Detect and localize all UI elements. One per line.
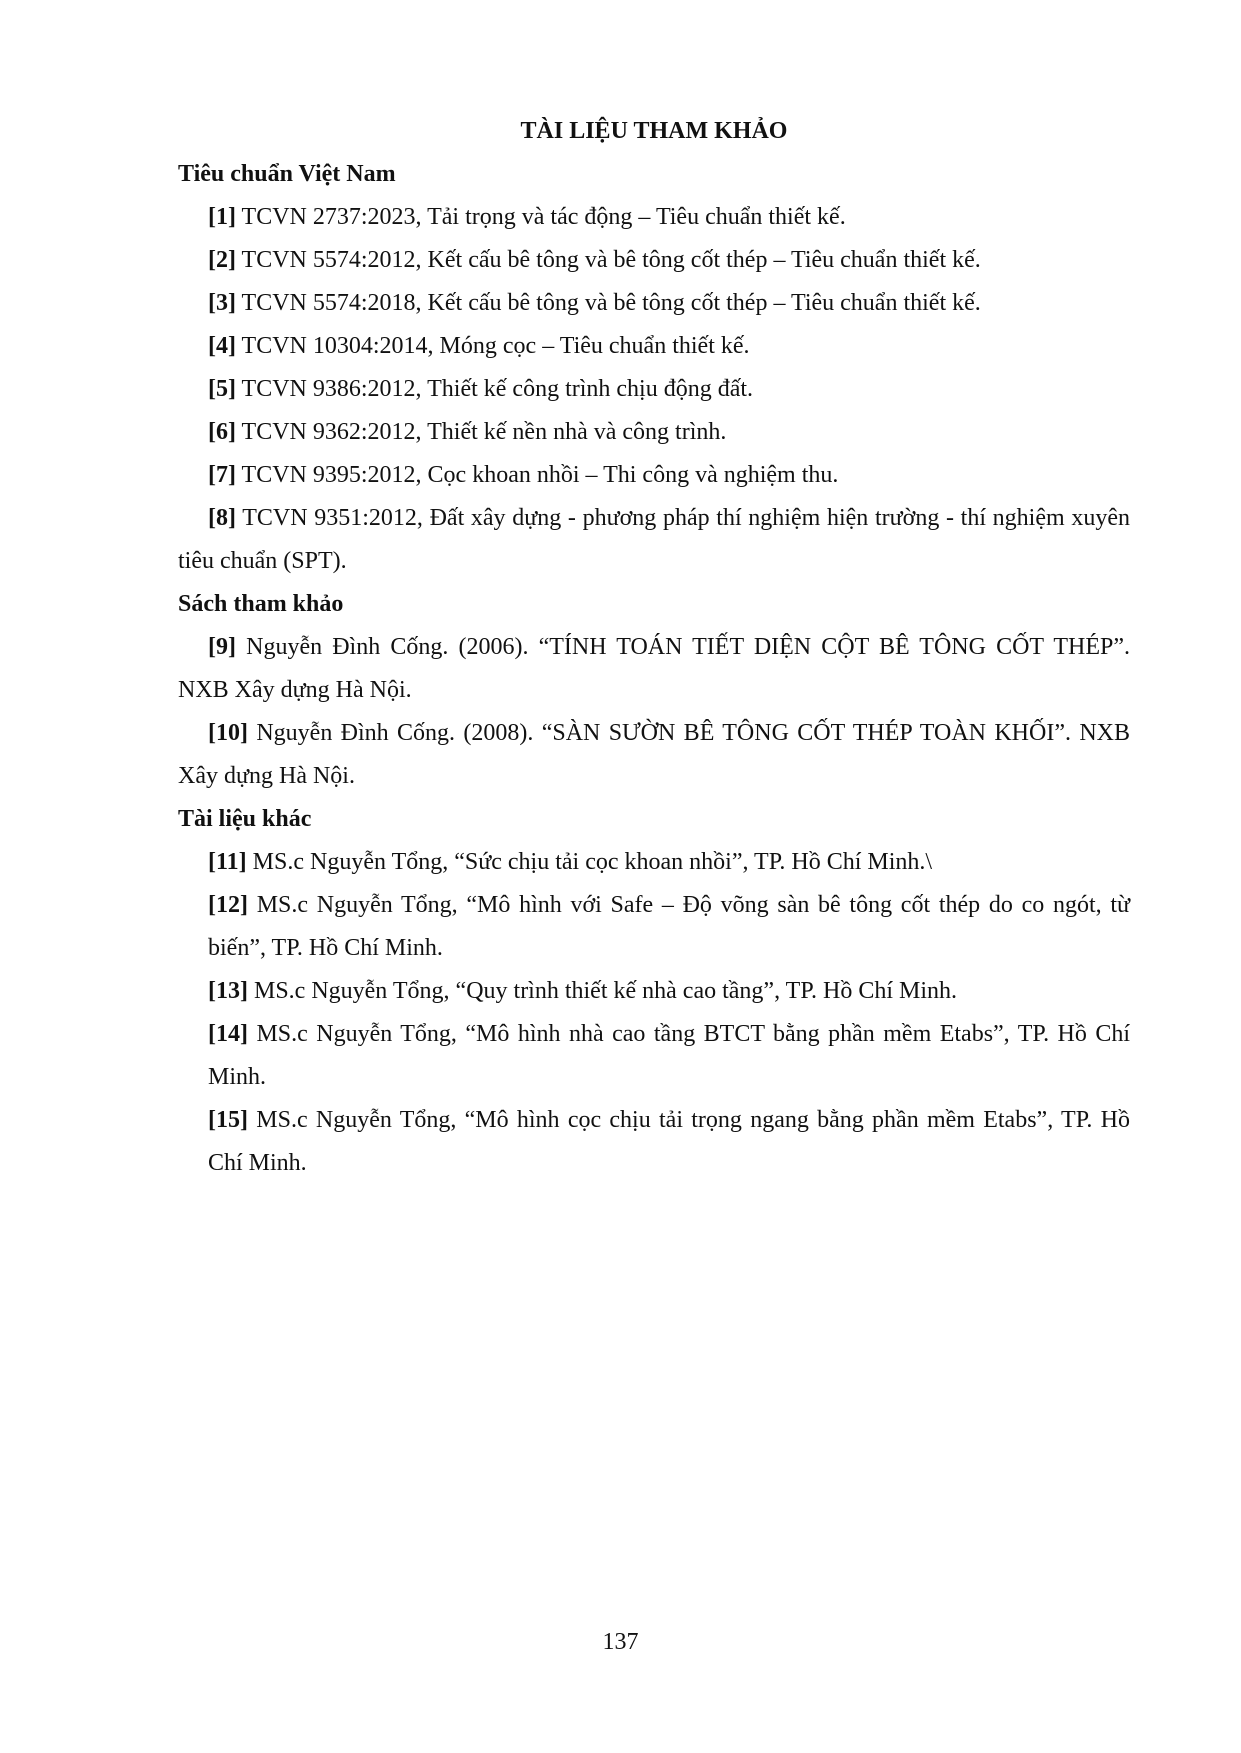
reference-item <box>178 239 1130 282</box>
reference-item <box>178 841 1130 884</box>
reference-item <box>178 1099 1130 1185</box>
reference-item <box>178 1013 1130 1099</box>
reference-number: [13] <box>208 978 248 1004</box>
reference-text: TCVN 9362:2012, Thiết kế nền nhà và công trình. <box>235 419 727 445</box>
reference-text: TCVN 9351:2012, Đất xây dựng - phương pháp thí nghiệm hiện trường - thí nghiệm xuyên tiêu chuẩn (SPT). <box>178 505 1130 574</box>
references-content <box>178 110 1130 1185</box>
reference-text: Nguyễn Đình Cống. (2006). “TÍNH TOÁN TIẾT DIỆN CỘT BÊ TÔNG CỐT THÉP”. NXB Xây dựng Hà Nội. <box>178 634 1130 703</box>
reference-item <box>178 626 1130 712</box>
reference-item <box>178 196 1130 239</box>
reference-text: TCVN 10304:2014, Móng cọc – Tiêu chuẩn thiết kế. <box>235 333 750 359</box>
reference-number: [15] <box>208 1107 248 1133</box>
reference-number: [6] <box>208 419 236 445</box>
reference-item <box>178 282 1130 325</box>
reference-item <box>178 497 1130 583</box>
reference-text: TCVN 5574:2012, Kết cấu bê tông và bê tông cốt thép – Tiêu chuẩn thiết kế. <box>235 247 981 273</box>
reference-number: [7] <box>208 462 236 488</box>
reference-text: MS.c Nguyễn Tổng, “Mô hình nhà cao tầng BTCT bằng phần mềm Etabs”, TP. Hồ Chí Minh. <box>208 1021 1130 1090</box>
section-heading-vietnam-standards: Tiêu chuẩn Việt Nam <box>178 161 396 187</box>
reference-text: TCVN 5574:2018, Kết cấu bê tông và bê tông cốt thép – Tiêu chuẩn thiết kế. <box>235 290 981 316</box>
reference-text: Nguyễn Đình Cống. (2008). “SÀN SƯỜN BÊ TÔNG CỐT THÉP TOÀN KHỐI”. NXB Xây dựng Hà Nội. <box>178 720 1130 789</box>
reference-number: [8] <box>208 505 236 531</box>
reference-item <box>178 368 1130 411</box>
reference-number: [3] <box>208 290 236 316</box>
reference-item <box>178 454 1130 497</box>
reference-text: MS.c Nguyễn Tổng, “Mô hình với Safe – Độ võng sàn bê tông cốt thép do co ngót, từ biến”, TP. Hồ Chí Minh. <box>208 892 1130 961</box>
reference-number: [10] <box>208 720 248 746</box>
reference-text: MS.c Nguyễn Tổng, “Mô hình cọc chịu tải trọng ngang bằng phần mềm Etabs”, TP. Hồ Chí Minh. <box>208 1107 1130 1176</box>
page-number: 137 <box>602 1629 639 1655</box>
reference-text: TCVN 2737:2023, Tải trọng và tác động – Tiêu chuẩn thiết kế. <box>235 204 846 230</box>
reference-text: MS.c Nguyễn Tổng, “Sức chịu tải cọc khoan nhồi”, TP. Hồ Chí Minh.\ <box>246 849 933 875</box>
section-heading-reference-books: Sách tham khảo <box>178 591 344 617</box>
reference-text: TCVN 9386:2012, Thiết kế công trình chịu động đất. <box>235 376 754 402</box>
reference-item <box>178 411 1130 454</box>
reference-item <box>178 970 1130 1013</box>
reference-number: [4] <box>208 333 236 359</box>
reference-number: [5] <box>208 376 236 402</box>
page-title: TÀI LIỆU THAM KHẢO <box>520 118 788 144</box>
reference-number: [2] <box>208 247 236 273</box>
reference-number: [11] <box>208 849 247 875</box>
reference-number: [14] <box>208 1021 248 1047</box>
reference-number: [1] <box>208 204 236 230</box>
reference-text: TCVN 9395:2012, Cọc khoan nhồi – Thi công và nghiệm thu. <box>235 462 839 488</box>
section-heading-other-documents: Tài liệu khác <box>178 806 312 832</box>
reference-item <box>178 712 1130 798</box>
reference-text: MS.c Nguyễn Tổng, “Quy trình thiết kế nhà cao tầng”, TP. Hồ Chí Minh. <box>247 978 958 1004</box>
reference-item <box>178 884 1130 970</box>
reference-item <box>178 325 1130 368</box>
reference-number: [9] <box>208 634 236 660</box>
reference-number: [12] <box>208 892 248 918</box>
